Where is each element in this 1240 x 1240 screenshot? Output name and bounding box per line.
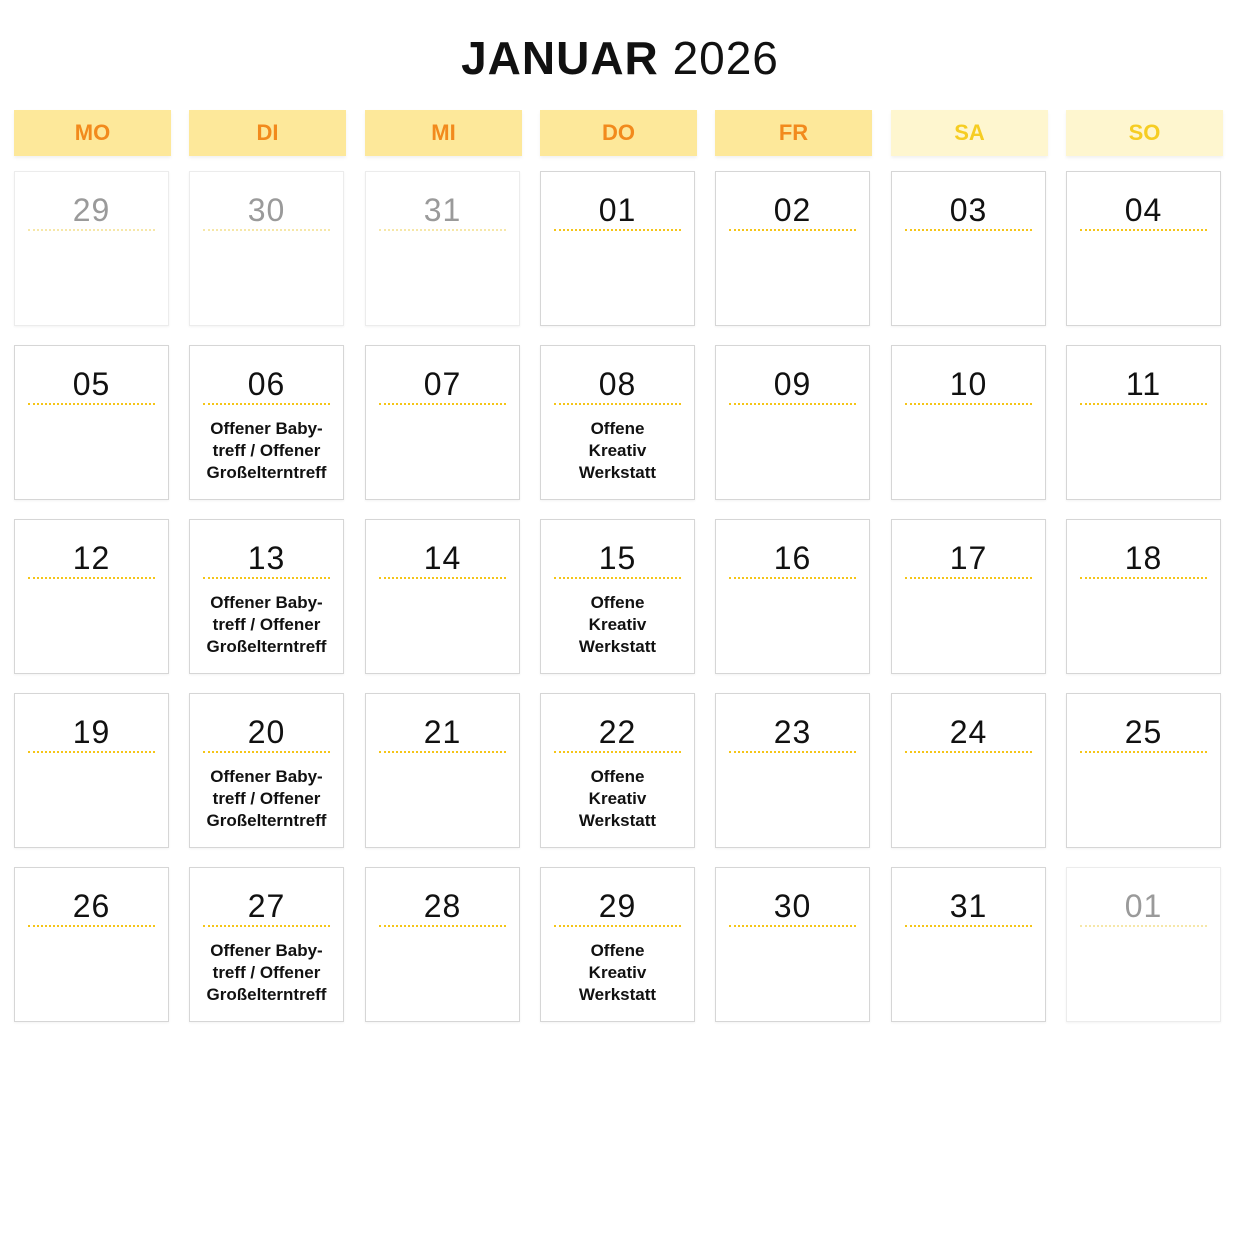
day-cell[interactable] [14, 867, 169, 1022]
day-number: 22 [598, 714, 637, 750]
dotted-divider [554, 403, 681, 405]
day-cell[interactable] [189, 345, 344, 500]
day-cell[interactable] [1066, 519, 1221, 674]
day-number: 16 [773, 540, 812, 576]
day-cell[interactable] [14, 519, 169, 674]
day-number: 25 [1124, 714, 1163, 750]
day-cell[interactable] [715, 519, 870, 674]
day-number: 23 [773, 714, 812, 750]
dotted-divider [379, 403, 506, 405]
weekday-header-mi: MI [365, 110, 522, 156]
day-cell[interactable] [540, 171, 695, 326]
day-cell-outside-month[interactable] [14, 171, 169, 326]
dotted-divider [554, 751, 681, 753]
weekday-header-fr: FR [715, 110, 872, 156]
day-cell[interactable] [540, 345, 695, 500]
day-number: 05 [72, 366, 111, 402]
dotted-divider [554, 229, 681, 231]
day-cell[interactable] [1066, 693, 1221, 848]
weekday-header-di: DI [189, 110, 346, 156]
day-number: 15 [598, 540, 637, 576]
day-number: 19 [72, 714, 111, 750]
day-number: 01 [1124, 888, 1163, 924]
dotted-divider [554, 577, 681, 579]
dotted-divider [1080, 925, 1207, 927]
day-number: 31 [949, 888, 988, 924]
calendar-grid [14, 171, 1226, 1031]
dotted-divider [203, 577, 330, 579]
dotted-divider [379, 925, 506, 927]
day-number: 08 [598, 366, 637, 402]
day-cell-outside-month[interactable] [1066, 867, 1221, 1022]
dotted-divider [203, 229, 330, 231]
day-number: 29 [72, 192, 111, 228]
day-number: 01 [598, 192, 637, 228]
day-cell[interactable] [189, 519, 344, 674]
day-cell[interactable] [715, 171, 870, 326]
dotted-divider [729, 403, 856, 405]
day-cell[interactable] [891, 171, 1046, 326]
day-number: 04 [1124, 192, 1163, 228]
dotted-divider [28, 925, 155, 927]
dotted-divider [905, 751, 1032, 753]
event-label: Offene Kreativ Werkstatt [578, 941, 657, 1004]
event-label: Offener Baby- treff / Offener Großelterntreff [206, 941, 327, 1004]
calendar-year: 2026 [672, 32, 779, 84]
weekday-header-row [14, 110, 1226, 156]
day-number: 10 [949, 366, 988, 402]
event-label: Offene Kreativ Werkstatt [578, 593, 657, 656]
day-cell[interactable] [189, 693, 344, 848]
dotted-divider [28, 229, 155, 231]
day-cell[interactable] [14, 693, 169, 848]
day-cell[interactable] [540, 693, 695, 848]
day-cell-outside-month[interactable] [365, 171, 520, 326]
day-cell[interactable] [715, 345, 870, 500]
day-number: 13 [247, 540, 286, 576]
day-cell[interactable] [891, 345, 1046, 500]
dotted-divider [1080, 577, 1207, 579]
event-label: Offene Kreativ Werkstatt [578, 419, 657, 482]
day-number: 24 [949, 714, 988, 750]
dotted-divider [28, 577, 155, 579]
day-number: 07 [423, 366, 462, 402]
dotted-divider [1080, 403, 1207, 405]
day-number: 06 [247, 366, 286, 402]
dotted-divider [729, 577, 856, 579]
day-number: 02 [773, 192, 812, 228]
day-cell[interactable] [891, 519, 1046, 674]
weekday-header-do: DO [540, 110, 697, 156]
dotted-divider [729, 751, 856, 753]
day-number: 31 [423, 192, 462, 228]
day-cell[interactable] [891, 693, 1046, 848]
dotted-divider [379, 229, 506, 231]
day-cell[interactable] [1066, 345, 1221, 500]
event-label: Offener Baby- treff / Offener Großelterntreff [206, 767, 327, 830]
day-number: 11 [1125, 366, 1162, 402]
day-number: 27 [247, 888, 286, 924]
dotted-divider [905, 925, 1032, 927]
day-cell[interactable] [540, 519, 695, 674]
calendar-month: JANUAR [461, 32, 659, 84]
day-number: 14 [423, 540, 462, 576]
weekday-header-so: SO [1066, 110, 1223, 156]
day-cell[interactable] [715, 693, 870, 848]
day-number: 30 [773, 888, 812, 924]
day-cell[interactable] [365, 867, 520, 1022]
day-cell[interactable] [540, 867, 695, 1022]
day-number: 28 [423, 888, 462, 924]
dotted-divider [554, 925, 681, 927]
day-number: 18 [1124, 540, 1163, 576]
dotted-divider [379, 751, 506, 753]
day-cell[interactable] [189, 867, 344, 1022]
day-cell[interactable] [891, 867, 1046, 1022]
day-cell[interactable] [365, 519, 520, 674]
day-number: 26 [72, 888, 111, 924]
weekday-header-mo: MO [14, 110, 171, 156]
day-number: 30 [247, 192, 286, 228]
dotted-divider [905, 229, 1032, 231]
event-label: Offener Baby- treff / Offener Großelterntreff [206, 593, 327, 656]
dotted-divider [1080, 229, 1207, 231]
day-number: 21 [423, 714, 462, 750]
day-cell[interactable] [1066, 171, 1221, 326]
calendar-title [0, 30, 1240, 86]
dotted-divider [729, 229, 856, 231]
dotted-divider [203, 925, 330, 927]
dotted-divider [729, 925, 856, 927]
dotted-divider [379, 577, 506, 579]
weekday-header-sa: SA [891, 110, 1048, 156]
dotted-divider [203, 403, 330, 405]
dotted-divider [905, 403, 1032, 405]
dotted-divider [28, 403, 155, 405]
day-cell[interactable] [365, 345, 520, 500]
day-number: 29 [598, 888, 637, 924]
event-label: Offene Kreativ Werkstatt [578, 767, 657, 830]
event-label: Offener Baby- treff / Offener Großelterntreff [206, 419, 327, 482]
dotted-divider [1080, 751, 1207, 753]
day-cell[interactable] [365, 693, 520, 848]
day-cell[interactable] [14, 345, 169, 500]
dotted-divider [28, 751, 155, 753]
day-cell-outside-month[interactable] [189, 171, 344, 326]
day-number: 12 [72, 540, 111, 576]
dotted-divider [905, 577, 1032, 579]
day-number: 17 [949, 540, 988, 576]
day-number: 03 [949, 192, 988, 228]
dotted-divider [203, 751, 330, 753]
day-number: 20 [247, 714, 286, 750]
day-number: 09 [773, 366, 812, 402]
day-cell[interactable] [715, 867, 870, 1022]
